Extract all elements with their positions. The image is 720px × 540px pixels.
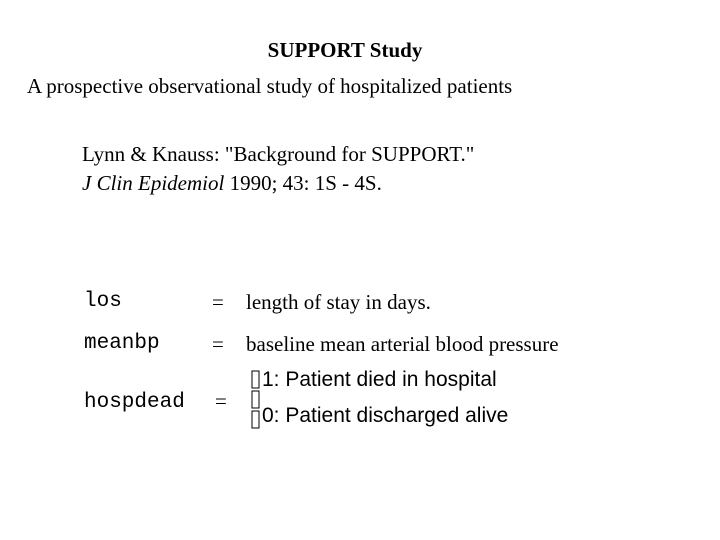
slide-title: SUPPORT Study xyxy=(267,38,423,62)
journal-name: J Clin Epidemiol xyxy=(82,171,225,195)
variable-hospdead-equals: = xyxy=(215,389,227,413)
citation-detail: 1990; 43: 1S - 4S. xyxy=(224,171,382,195)
variable-los-description: length of stay in days. xyxy=(246,290,431,314)
variable-meanbp-description: baseline mean arterial blood pressure xyxy=(246,332,559,356)
reference-line-1: Lynn & Knauss: "Background for SUPPORT." xyxy=(82,142,475,166)
variable-los-equals: = xyxy=(212,290,224,314)
reference-line-2 xyxy=(82,171,382,196)
variable-hospdead-name: hospdead xyxy=(84,391,185,414)
hospdead-option-died: 1: Patient died in hospital xyxy=(262,368,497,391)
variable-meanbp-name: meanbp xyxy=(84,332,160,355)
hospdead-option-alive: 0: Patient discharged alive xyxy=(262,404,509,427)
slide-subtitle: A prospective observational study of hospitalized patients xyxy=(27,74,513,98)
variable-meanbp-equals: = xyxy=(212,332,224,356)
brace-icon xyxy=(250,368,262,430)
variable-los-name: los xyxy=(84,290,122,313)
